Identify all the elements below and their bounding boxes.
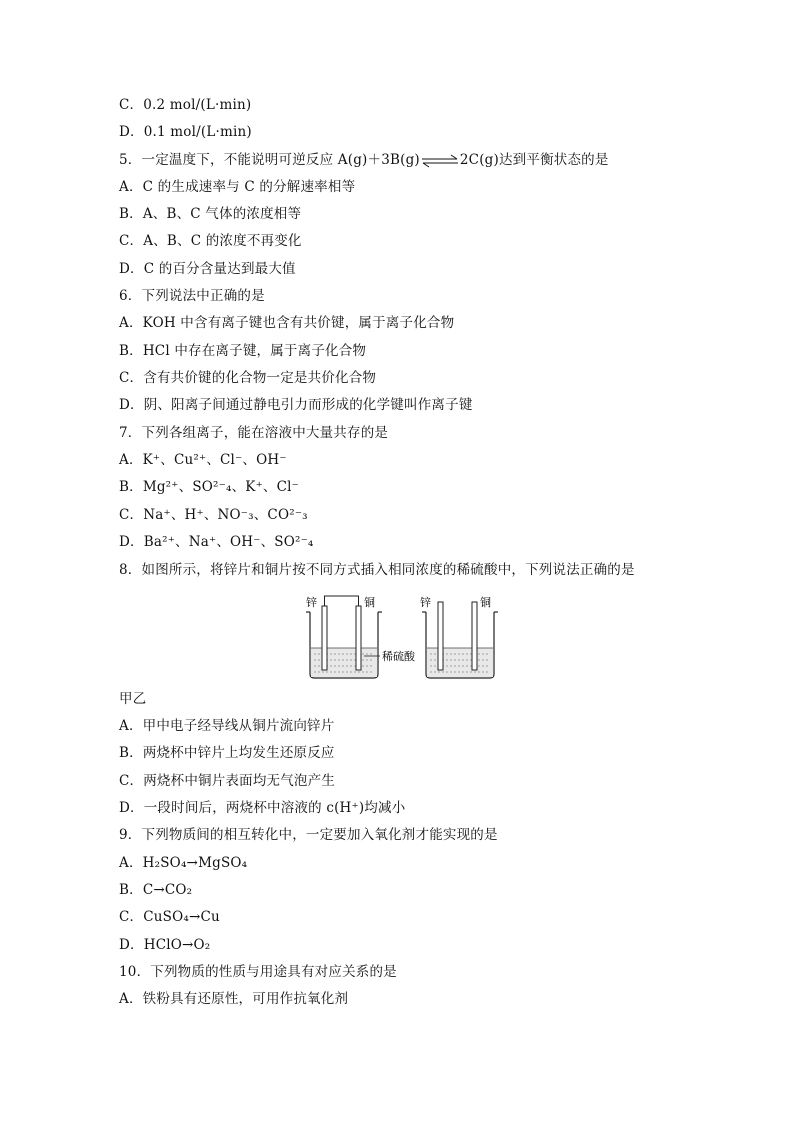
question-8: 8．如图所示，将锌片和铜片按不同方式插入相同浓度的稀硫酸中，下列说法正确的是 xyxy=(119,562,635,578)
copper-label-jia: 铜 xyxy=(364,596,375,609)
question-7: 7．下列各组离子，能在溶液中大量共存的是 xyxy=(119,425,389,441)
question-5 xyxy=(119,151,609,169)
option-b-q9: B．C→CO₂ xyxy=(119,882,193,898)
option-d-q7: D．Ba²⁺、Na⁺、OH⁻、SO²⁻₄ xyxy=(119,534,314,550)
reversible-arrow-icon xyxy=(420,154,460,168)
copper-label-yi: 铜 xyxy=(480,596,491,609)
option-b-q7: B．Mg²⁺、SO²⁻₄、K⁺、Cl⁻ xyxy=(119,479,299,495)
option-a-q6: A．KOH 中含有离子键也含有共价键，属于离子化合物 xyxy=(119,315,455,331)
option-d-q6: D．阴、阳离子间通过静电引力而形成的化学键叫作离子键 xyxy=(119,397,473,413)
option-c-q9: C．CuSO₄→Cu xyxy=(119,909,220,925)
option-d-q8: D．一段时间后，两烧杯中溶液的 c(H⁺)均减小 xyxy=(119,800,406,816)
beaker-yi xyxy=(420,595,498,678)
question-5-text-start: 5．一定温度下，不能说明可逆反应 A(g)＋3B(g) xyxy=(119,152,420,168)
option-a-q5: A．C 的生成速率与 C 的分解速率相等 xyxy=(119,179,356,195)
option-b-q6: B．HCl 中存在离子键，属于离子化合物 xyxy=(119,343,367,359)
figure-caption: 甲乙 xyxy=(119,691,147,707)
option-d-q4: D．0.1 mol/(L·min) xyxy=(119,124,252,140)
option-a-q8: A．甲中电子经导线从铜片流向锌片 xyxy=(119,718,335,734)
question-10: 10．下列物质的性质与用途具有对应关系的是 xyxy=(119,964,397,980)
option-c-q5: C．A、B、C 的浓度不再变化 xyxy=(119,233,302,249)
option-a-q10: A．铁粉具有还原性，可用作抗氧化剂 xyxy=(119,991,349,1007)
option-c-q7: C．Na⁺、H⁺、NO⁻₃、CO²⁻₃ xyxy=(119,507,308,523)
option-c-q6: C．含有共价键的化合物一定是共价化合物 xyxy=(119,370,377,386)
option-c-q4: C．0.2 mol/(L·min) xyxy=(119,97,252,113)
zinc-label-yi: 锌 xyxy=(420,596,431,609)
option-a-q7: A．K⁺、Cu²⁺、Cl⁻、OH⁻ xyxy=(119,452,287,468)
acid-label: 稀硫酸 xyxy=(382,650,415,663)
beaker-jia xyxy=(306,595,382,678)
option-d-q9: D．HClO→O₂ xyxy=(119,937,211,953)
option-d-q5: D．C 的百分含量达到最大值 xyxy=(119,261,296,277)
question-9: 9．下列物质间的相互转化中，一定要加入氧化剂才能实现的是 xyxy=(119,827,498,843)
option-b-q8: B．两烧杯中锌片上均发生还原反应 xyxy=(119,745,335,761)
beaker-figure xyxy=(300,590,500,682)
question-6: 6．下列说法中正确的是 xyxy=(119,288,265,304)
option-b-q5: B．A、B、C 气体的浓度相等 xyxy=(119,206,302,222)
option-c-q8: C．两烧杯中铜片表面均无气泡产生 xyxy=(119,773,336,789)
zinc-label-jia: 锌 xyxy=(306,596,317,609)
question-5-text-end: 2C(g)达到平衡状态的是 xyxy=(459,152,609,168)
option-a-q9: A．H₂SO₄→MgSO₄ xyxy=(119,855,248,871)
